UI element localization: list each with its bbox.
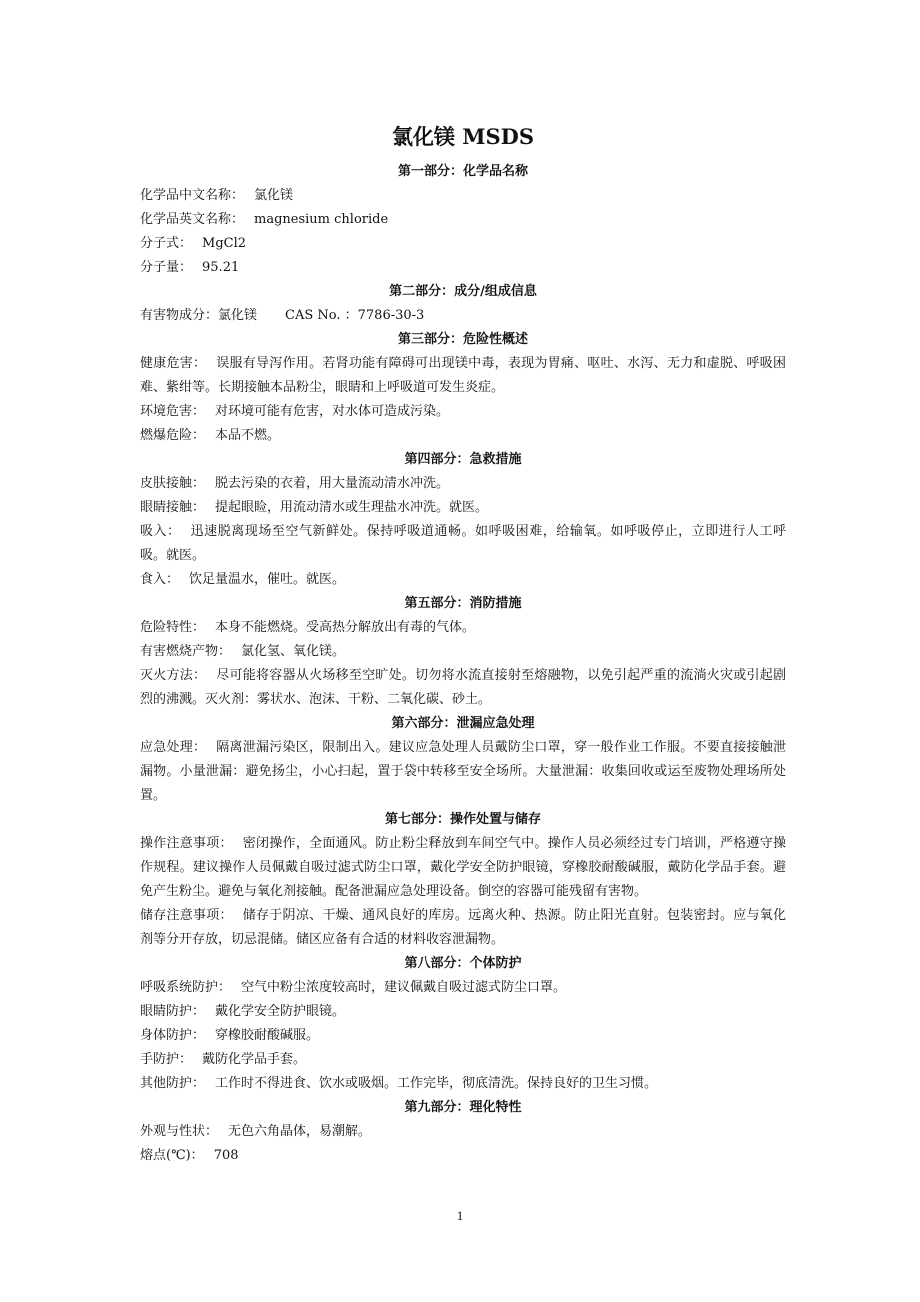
field-value: 氯化镁 (254, 188, 294, 203)
english-name-row (140, 208, 786, 232)
inhalation-row (140, 520, 786, 568)
molecular-weight-row (140, 256, 786, 280)
section-handling-storage (140, 808, 786, 952)
section-heading: 第六部分：泄漏应急处理 (391, 716, 535, 731)
section-accidental-release (140, 712, 786, 808)
document-title: 氯化镁 MSDS (391, 124, 535, 149)
health-hazard-row (140, 352, 786, 400)
fire-explosion-hazard-row (140, 424, 786, 448)
field-label: 有害燃烧产物： (140, 644, 232, 659)
field-value: 空气中粉尘浓度较高时，建议佩戴自吸过滤式防尘口罩。 (241, 980, 567, 995)
section-heading: 第九部分：理化特性 (404, 1100, 522, 1115)
section-heading: 第二部分：成分/组成信息 (389, 284, 537, 299)
field-label: 皮肤接触： (140, 476, 206, 491)
section-heading: 第八部分：个体防护 (404, 956, 522, 971)
field-label: 操作注意事项： (140, 836, 233, 851)
field-value: 尽可能将容器从火场移至空旷处。切勿将水流直接射至熔融物，以免引起严重的流淌火灾或引起剧烈的沸溅。灭火剂：雾状水、泡沫、干粉、二氧化碳、砂土。 (140, 668, 786, 707)
section-chemical-name (140, 160, 786, 280)
field-label: 灭火方法： (140, 668, 207, 683)
field-value: 提起眼睑，用流动清水或生理盐水冲洗。就医。 (215, 500, 489, 515)
section-heading: 第五部分：消防措施 (404, 596, 522, 611)
field-label: 身体防护： (140, 1028, 206, 1043)
section-composition (140, 280, 786, 328)
storage-precautions-row (140, 904, 786, 952)
field-label: 储存注意事项： (140, 908, 233, 923)
field-label: 吸入： (140, 524, 181, 539)
field-label: 分子式： (140, 236, 193, 251)
field-value: 戴化学安全防护眼镜。 (215, 1004, 346, 1019)
respiratory-protection-row (140, 976, 786, 1000)
field-value: 对环境可能有危害，对水体可造成污染。 (215, 404, 450, 419)
field-value: 工作时不得进食、饮水或吸烟。工作完毕，彻底清洗。保持良好的卫生习惯。 (215, 1076, 658, 1091)
section-heading: 第七部分：操作处置与储存 (384, 812, 541, 827)
section-heading: 第一部分：化学品名称 (397, 164, 528, 179)
field-label: 眼睛接触： (140, 500, 206, 515)
field-label: 化学品中文名称： (140, 188, 245, 203)
field-label: 应急处理： (140, 740, 207, 755)
field-label: 化学品英文名称： (140, 212, 245, 227)
eye-contact-row (140, 496, 786, 520)
document-body (140, 118, 786, 1168)
environmental-hazard-row (140, 400, 786, 424)
field-label: 分子量： (140, 260, 193, 275)
field-value: 戴防化学品手套。 (202, 1052, 307, 1067)
chinese-name-row (140, 184, 786, 208)
hazard-characteristics-row (140, 616, 786, 640)
field-value: 误服有导泻作用。若肾功能有障碍可出现镁中毒，表现为胃痛、呕吐、水泻、无力和虚脱、呼吸困难、紫绀等。长期接触本品粉尘，眼睛和上呼吸道可发生炎症。 (140, 356, 786, 395)
body-protection-row (140, 1024, 786, 1048)
section-heading: 第四部分：急救措施 (404, 452, 522, 467)
skin-contact-row (140, 472, 786, 496)
field-value: 无色六角晶体，易潮解。 (228, 1124, 372, 1139)
section-heading: 第三部分：危险性概述 (397, 332, 528, 347)
field-label: 食入： (140, 572, 180, 587)
melting-point-row (140, 1144, 786, 1168)
section-hazards (140, 328, 786, 448)
field-value: 708 (213, 1148, 239, 1163)
hazardous-component-row (140, 304, 786, 328)
other-protection-row (140, 1072, 786, 1096)
eye-protection-row (140, 1000, 786, 1024)
field-value: 脱去污染的衣着，用大量流动清水冲洗。 (215, 476, 450, 491)
field-value: 储存于阴凉、干燥、通风良好的库房。远离火种、热源。防止阳光直射。包装密封。应与氧化剂等分开存放，切忌混储。储区应备有合适的材料收容泄漏物。 (140, 908, 786, 947)
field-label: 有害物成分：氯化镁 (140, 308, 258, 323)
field-label: 环境危害： (140, 404, 206, 419)
appearance-row (140, 1120, 786, 1144)
field-value: 95.21 (202, 260, 240, 275)
field-label: 眼睛防护： (140, 1004, 206, 1019)
field-label: 健康危害： (140, 356, 207, 371)
field-value: 氯化氢、氧化镁。 (241, 644, 346, 659)
field-value: 隔离泄漏污染区，限制出入。建议应急处理人员戴防尘口罩，穿一般作业工作服。不要直接接触泄漏物。小量泄漏：避免扬尘，小心扫起，置于袋中转移至安全场所。大量泄漏：收集回收或运至废物处理场所处置。 (140, 740, 786, 803)
ingestion-row (140, 568, 786, 592)
field-value: magnesium chloride (254, 212, 389, 227)
field-value: 密闭操作，全面通风。防止粉尘释放到车间空气中。操作人员必须经过专门培训，严格遵守操作规程。建议操作人员佩戴自吸过滤式防尘口罩，戴化学安全防护眼镜，穿橡胶耐酸碱服，戴防化学品手套。避免产生粉尘。避免与氧化剂接触。配备泄漏应急处理设备。倒空的容器可能残留有害物。 (140, 836, 786, 899)
section-personal-protection (140, 952, 786, 1096)
field-value: MgCl2 (202, 236, 247, 251)
handling-precautions-row (140, 832, 786, 904)
section-first-aid (140, 448, 786, 592)
extinguishing-method-row (140, 664, 786, 712)
field-label: 呼吸系统防护： (140, 980, 232, 995)
cas-number: CAS No. ：7786-30-3 (285, 308, 425, 323)
field-label: 燃爆危险： (140, 428, 206, 443)
field-label: 外观与性状： (140, 1124, 219, 1139)
field-value: 迅速脱离现场至空气新鲜处。保持呼吸道通畅。如呼吸困难，给输氧。如呼吸停止，立即进行人工呼吸。就医。 (140, 524, 786, 563)
emergency-handling-row (140, 736, 786, 808)
field-label: 危险特性： (140, 620, 206, 635)
section-physical-properties (140, 1096, 786, 1168)
formula-row (140, 232, 786, 256)
section-fire-fighting (140, 592, 786, 712)
field-value: 本身不能燃烧。受高热分解放出有毒的气体。 (215, 620, 476, 635)
page-number: 1 (456, 1208, 464, 1223)
field-value: 穿橡胶耐酸碱服。 (215, 1028, 320, 1043)
field-value: 本品不燃。 (215, 428, 281, 443)
field-value: 饮足量温水，催吐。就医。 (189, 572, 346, 587)
field-label: 其他防护： (140, 1076, 206, 1091)
field-label: 熔点(℃)： (140, 1148, 204, 1163)
field-label: 手防护： (140, 1052, 193, 1067)
combustion-products-row (140, 640, 786, 664)
hand-protection-row (140, 1048, 786, 1072)
